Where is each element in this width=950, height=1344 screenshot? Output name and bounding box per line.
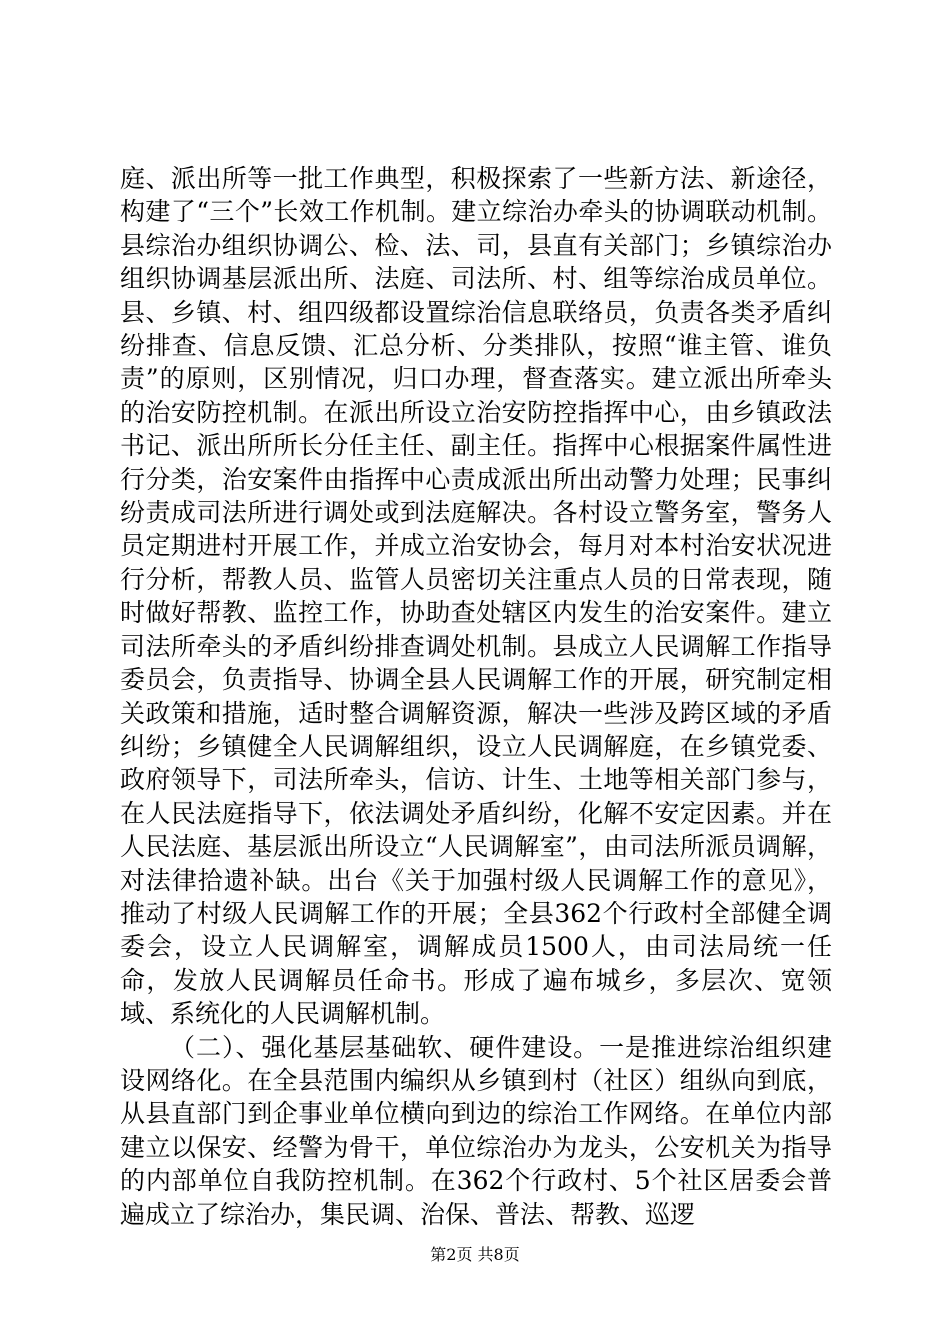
paragraph-infrastructure: （二）、强化基层基础软、硬件建设。一是推进综治组织建设网络化。在全县范围内编织从乡镇到村（社区）组纵向到底，从县直部门到企事业单位横向到边的综治工作网络。在单位内部建立以保安、经警为骨干，单位综治办为龙头，公安机关为指导的内部单位自我防控机制。在362个行政村、5个社区居委会普遍成立了综治办，集民调、治保、普法、帮教、巡逻 (120, 1032, 832, 1229)
paragraph-mechanisms: 庭、派出所等一批工作典型，积极探索了一些新方法、新途径，构建了“三个”长效工作机制。建立综治办牵头的协调联动机制。县综治办组织协调公、检、法、司，县直有关部门；乡镇综治办组织协调基层派出所、法庭、司法所、村、组等综治成员单位。县、乡镇、村、组四级都设置综治信息联络员，负责各类矛盾纠纷排查、信息反馈、汇总分析、分类排队，按照“谁主管、谁负责”的原则，区别情况，归口办理，督查落实。建立派出所牵头的治安防控机制。在派出所设立治安防控指挥中心，由乡镇政法书记、派出所所长分任主任、副主任。指挥中心根据案件属性进行分类，治安案件由指挥中心责成派出所出动警力处理；民事纠纷责成司法所进行调处或到法庭解决。各村设立警务室，警务人员定期进村开展工作，并成立治安协会，每月对本村治安状况进行分析，帮教人员、监管人员密切关注重点人员的日常表现，随时做好帮教、监控工作，协助查处辖区内发生的治安案件。建立司法所牵头的矛盾纠纷排查调处机制。县成立人民调解工作指导委员会，负责指导、协调全县人民调解工作的开展，研究制定相关政策和措施，适时整合调解资源，解决一些涉及跨区域的矛盾纠纷；乡镇健全人民调解组织，设立人民调解庭，在乡镇党委、政府领导下，司法所牵头，信访、计生、土地等相关部门参与，在人民法庭指导下，依法调处矛盾纠纷，化解不安定因素。并在人民法庭、基层派出所设立“人民调解室”，由司法所派员调解，对法律拾遗补缺。出台《关于加强村级人民调解工作的意见》，推动了村级人民调解工作的开展；全县362个行政村全部健全调委会，设立人民调解室，调解成员1500人，由司法局统一任命，发放人民调解员任命书。形成了遍布城乡，多层次、宽领域、系统化的人民调解机制。 (120, 164, 832, 1029)
page-number-footer: 第2页 共8页 (430, 1245, 520, 1264)
document-body (120, 162, 832, 1231)
